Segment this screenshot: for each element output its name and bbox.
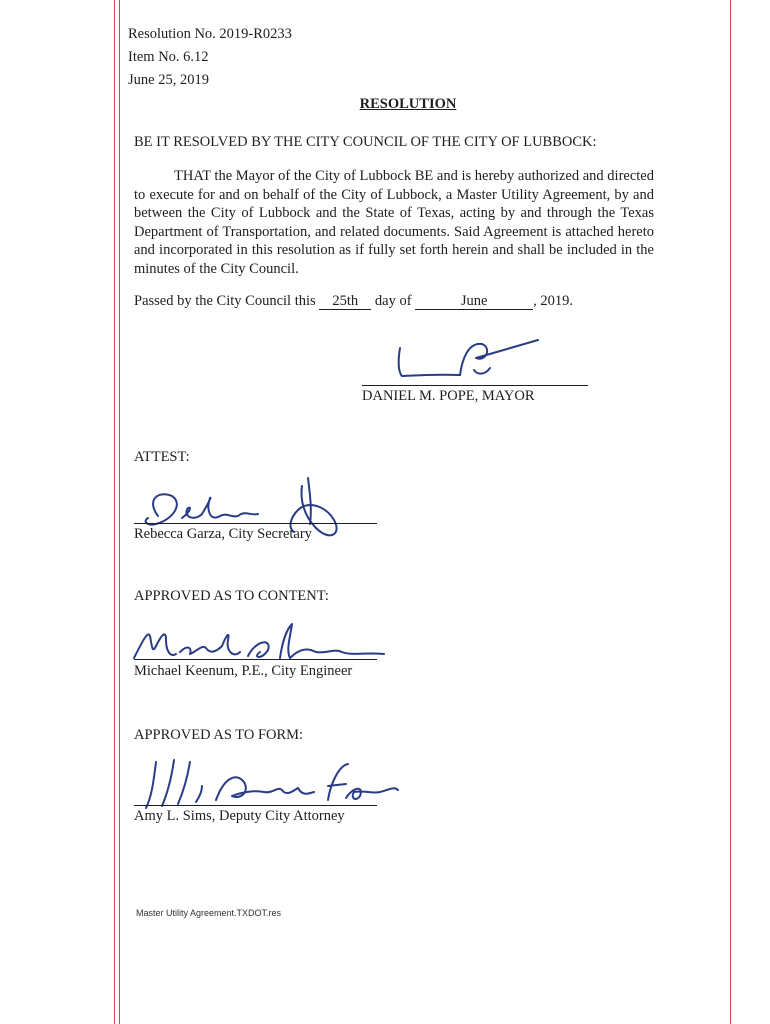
attest-label: ATTEST: (134, 449, 190, 465)
resolution-date: June 25, 2019 (128, 72, 209, 88)
passed-line (134, 292, 573, 310)
form-approval-name: Amy L. Sims, Deputy City Attorney (134, 808, 345, 824)
mayor-signature (390, 330, 550, 385)
content-approval-label: APPROVED AS TO CONTENT: (134, 588, 329, 604)
city-secretary-signature (138, 476, 358, 561)
mayor-name: DANIEL M. POPE, MAYOR (362, 388, 535, 404)
resolution-number: Resolution No. 2019-R0233 (128, 26, 292, 42)
footer-filename: Master Utility Agreement.TXDOT.res (136, 908, 282, 918)
form-approval-label: APPROVED AS TO FORM: (134, 727, 304, 743)
passed-month: June (415, 293, 533, 310)
attest-name: Rebecca Garza, City Secretary (134, 526, 312, 542)
passed-prefix: Passed by the City Council this (134, 293, 316, 309)
mayor-signature-line (362, 385, 588, 386)
left-margin-line (114, 0, 115, 1024)
passed-middle: day of (374, 293, 412, 309)
attest-signature-line (134, 523, 377, 524)
left-margin-line-inner (119, 0, 120, 1024)
resolved-clause: BE IT RESOLVED BY THE CITY COUNCIL OF THE CITY OF LUBBOCK: (134, 134, 597, 150)
passed-day: 25th (319, 293, 371, 310)
content-approval-signature-line (134, 659, 377, 660)
document-title: RESOLUTION (359, 96, 457, 112)
content-approval-name: Michael Keenum, P.E., City Engineer (134, 663, 353, 679)
form-approval-signature-line (134, 805, 377, 806)
passed-year: , 2019. (533, 293, 574, 309)
resolution-body: THAT the Mayor of the City of Lubbock BE and is hereby authorized and directed to execute for and on behalf of the City of Lubbock, a Master Utility Agreement, by and between the City of Lubbock and the State of Texas, acting by and through the Texas Department of Transportation, and related documents. Said Agreement is attached hereto and incorporated in this resolution as if fully set forth herein and shall be included in the minutes of the City Council. (134, 168, 654, 277)
right-margin-line (730, 0, 731, 1024)
item-number: Item No. 6.12 (128, 49, 209, 65)
